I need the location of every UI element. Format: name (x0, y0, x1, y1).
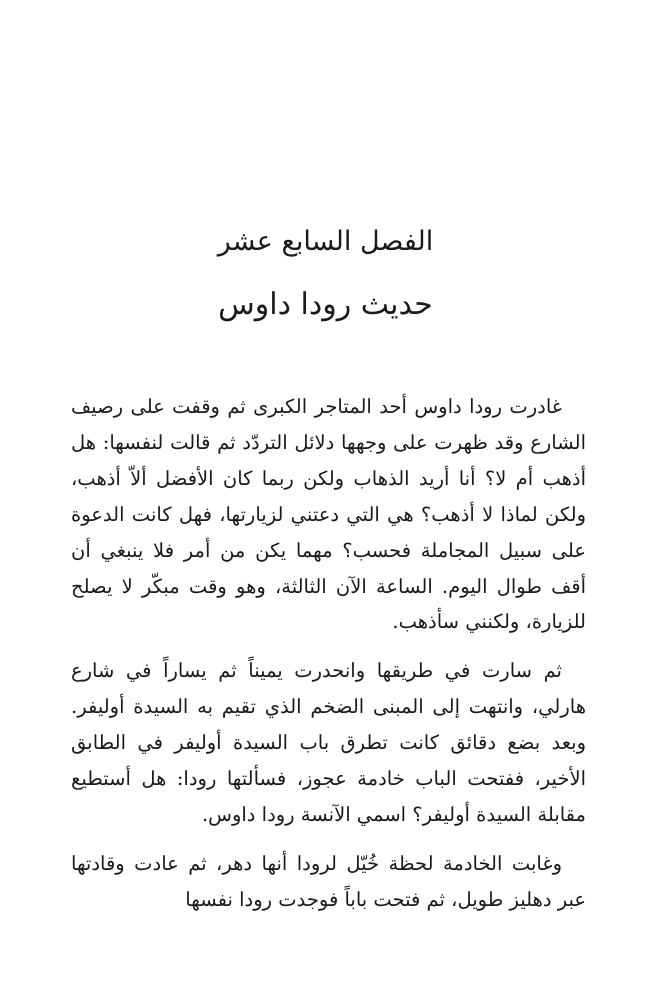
paragraph: غادرت رودا داوس أحد المتاجر الكبرى ثم وقفت على رصيف الشارع وقد ظهرت على وجهها دلائل التردّد ثم قالت لنفسها: هل أذهب أم لا؟ أنا أريد الذهاب ولكن ربما كان الأفضل ألاّ أذهب، ولكن لماذا لا أذهب؟ هي التي دعتني لزيارتها، فهل كانت الدعوة على سبيل المجاملة فحسب؟ مهما يكن من أمر فلا ينبغي أن أقف طوال اليوم. الساعة الآن الثالثة، وهو وقت مبكّر لا يصلح للزيارة، ولكنني سأذهب. (71, 395, 586, 634)
paragraph: ثم سارت في طريقها وانحدرت يميناً ثم يساراً في شارع هارلي، وانتهت إلى المبنى الضخم الذي تقيم به السيدة أوليفر. وبعد بضع دقائق كانت تطرق باب السيدة أوليفر في الطابق الأخير، ففتحت الباب خادمة عجوز، فسألتها رودا: هل أستطيع مقابلة السيدة أوليفر؟ اسمي الآنسة رودا داوس. (71, 659, 587, 826)
chapter-title: حديث رودا داوس (218, 287, 433, 322)
chapter-number: الفصل السابع عشر (217, 226, 434, 257)
chapter-body (71, 389, 586, 918)
paragraph: وغابت الخادمة لحظة خُيّل لرودا أنها دهر، ثم عادت وقادتها عبر دهليز طويل، ثم فتحت باباً فوجدت رودا نفسها (71, 851, 586, 911)
